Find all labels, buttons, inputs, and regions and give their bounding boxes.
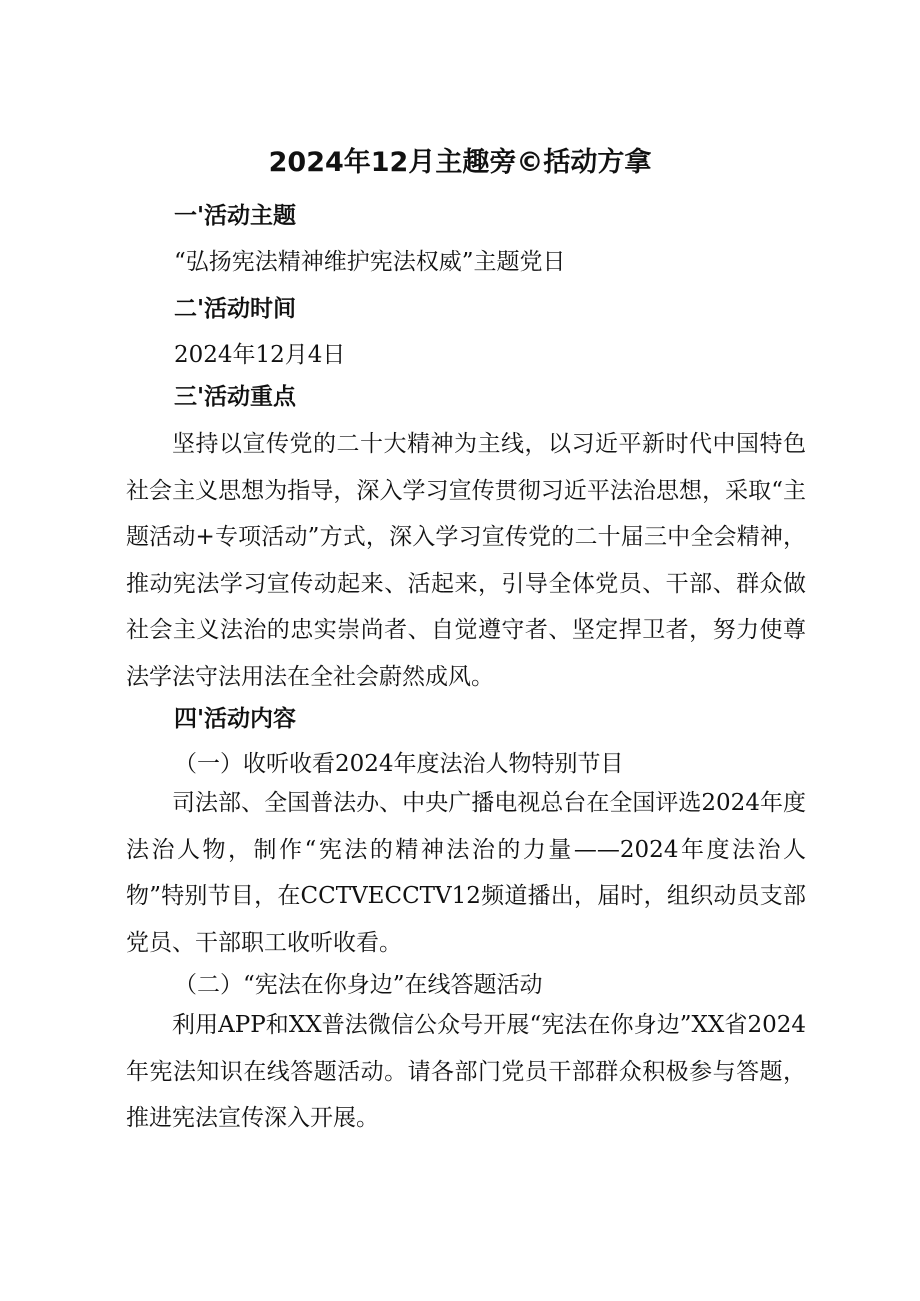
section-heading-theme: 一'活动主题	[174, 203, 297, 229]
subsection-title-1: （一）收听收看2024年度法治人物特别节目	[174, 751, 624, 777]
document-title: 2024年12月主趣旁©括动方拿	[268, 147, 652, 178]
theme-text: “弘扬宪法精神维护宪法权威”主题党日	[174, 249, 566, 275]
time-text: 2024年12月4日	[174, 342, 346, 368]
section-heading-content: 四'活动内容	[174, 706, 297, 732]
section-heading-focus: 三'活动重点	[174, 384, 297, 410]
subsection-title-2: （二）“宪法在你身边”在线答题活动	[174, 972, 543, 998]
subsection-paragraph-2: 利用APP和XX普法微信公众号开展“宪法在你身边”XX省2024年宪法知识在线答题活动。请各部门党员干部群众积极参与答题，推进宪法宣传深入开展。	[126, 1012, 806, 1131]
section-heading-time: 二'活动时间	[174, 296, 297, 322]
subsection-paragraph-1: 司法部、全国普法办、中央广播电视总台在全国评选2024年度法治人物，制作“宪法的精神法治的力量——2024年度法治人物”特别节目，在CCTVECCTV12频道播出，届时，组织动员支部党员、干部职工收听收看。	[126, 790, 806, 956]
focus-paragraph: 坚持以宣传党的二十大精神为主线，以习近平新时代中国特色社会主义思想为指导，深入学习宣传贯彻习近平法治思想，采取“主题活动+专项活动”方式，深入学习宣传党的二十届三中全会精神，推动宪法学习宣传动起来、活起来，引导全体党员、干部、群众做社会主义法治的忠实崇尚者、自觉遵守者、坚定捍卫者，努力使尊法学法守法用法在全社会蔚然成风。	[126, 431, 806, 690]
